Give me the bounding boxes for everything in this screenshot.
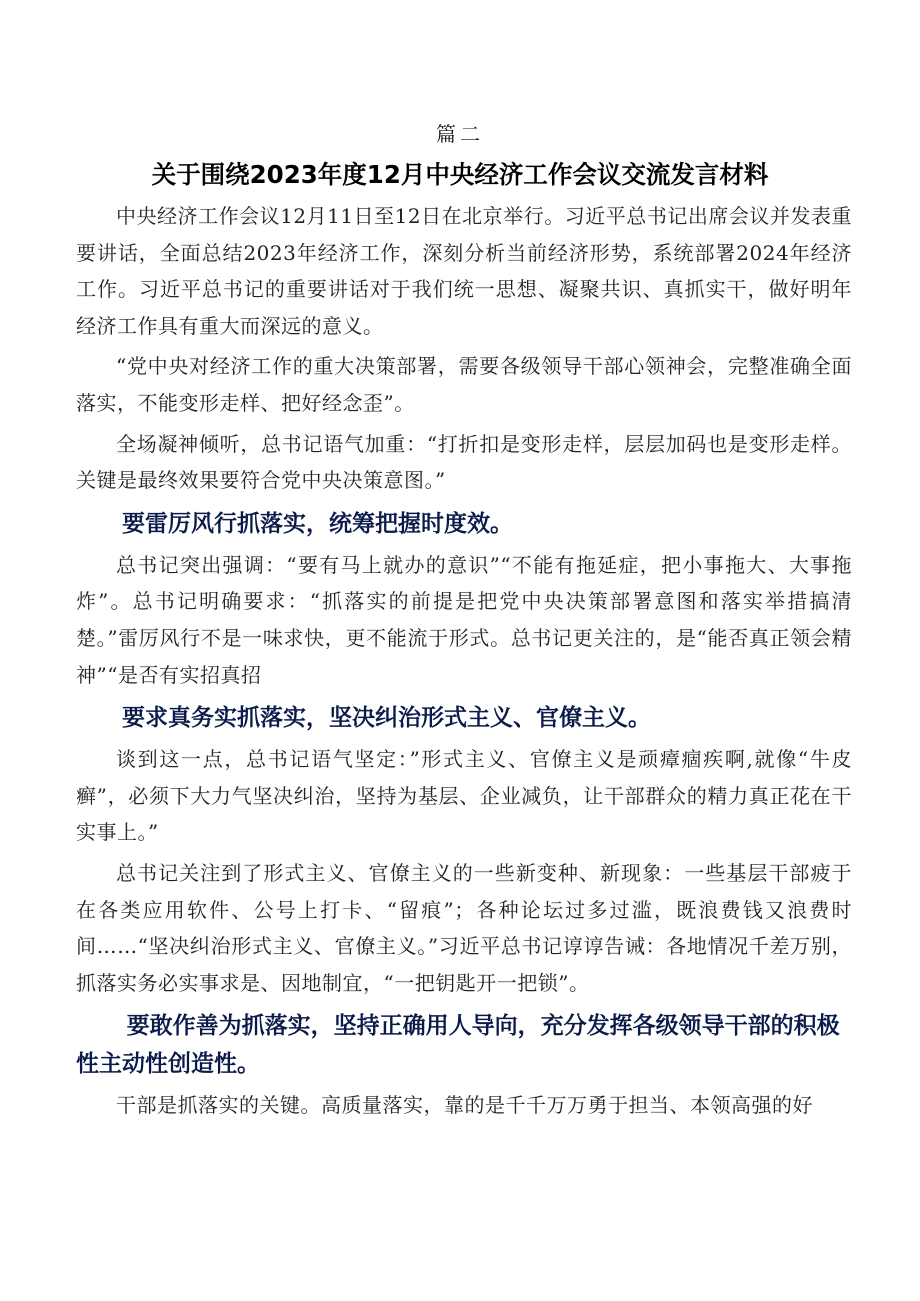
paragraph-quote: “党中央对经济工作的重大决策部署，需要各级领导干部心领神会，完整准确全面落实，不能变形走样、把好经念歪”。	[76, 354, 852, 415]
paragraph-section-1: 总书记突出强调：“要有马上就办的意识”“不能有拖延症，把小事拖大、大事拖炸”。总书记明确要求：“抓落实的前提是把党中央决策部署意图和落实举措搞清楚。”雷厉风行不是一味求快，更不能流于形式。总书记更关注的，是“能否真正领会精神”“是否有实招真招	[76, 552, 852, 687]
paragraph-section-3: 干部是抓落实的关键。高质量落实，靠的是千千万万勇于担当、本领高强的好	[116, 1093, 813, 1118]
section-heading-3: 要敢作善为抓落实，坚持正确用人导向，充分发挥各级领导干部的积极性主动性创造性。	[76, 1013, 840, 1078]
paragraph-section-2b: 总书记关注到了形式主义、官僚主义的一些新变种、新现象：一些基层干部疲于在各类应用软件、公号上打卡、“留痕”；各种论坛过多过滥，既浪费钱又浪费时间……“坚决纠治形式主义、官僚主义。”习近平总书记谆谆告诫：各地情况千差万别，抓落实务必实事求是、因地制宜，“一把钥匙开一把锁”。	[76, 860, 852, 995]
paragraph-intro: 中央经济工作会议12月11日至12日在北京举行。习近平总书记出席会议并发表重要讲话，全面总结2023年经济工作，深刻分析当前经济形势，系统部署2024年经济工作。习近平总书记的重要讲话对于我们统一思想、凝聚共识、真抓实干，做好明年经济工作具有重大而深远的意义。	[76, 204, 852, 338]
paragraph-section-2a: 谈到这一点，总书记语气坚定：”形式主义、官僚主义是顽瘴痼疾啊,就像“牛皮癣”，必须下大力气坚决纠治，坚持为基层、企业减负，让干部群众的精力真正花在干实事上。”	[76, 747, 852, 845]
paragraph-emphasis: 全场凝神倾听，总书记语气加重：“打折扣是变形走样，层层加码也是变形走样。关键是最终效果要符合党中央决策意图。”	[76, 431, 852, 493]
document-body	[76, 198, 852, 1124]
document-title: 关于围绕2023年度12月中央经济工作会议交流发言材料	[151, 160, 769, 189]
section-label: 篇二	[436, 122, 484, 146]
section-heading-2: 要求真务实抓落实，坚决纠治形式主义、官僚主义。	[122, 705, 651, 732]
section-heading-1: 要雷厉风行抓落实，统筹把握时度效。	[122, 510, 513, 537]
